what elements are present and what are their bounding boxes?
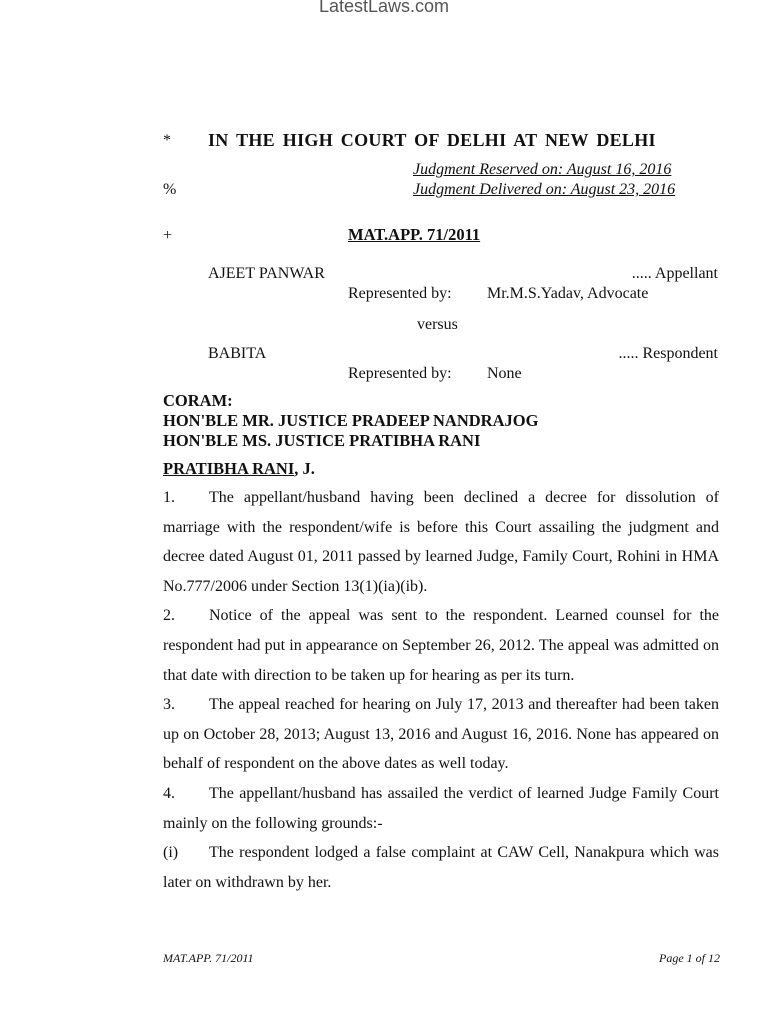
star-marker: * xyxy=(163,132,171,149)
respondent-name: BABITA xyxy=(208,345,267,362)
appellant-counsel: Mr.M.S.Yadav, Advocate xyxy=(487,285,649,302)
respondent-role: ..... Respondent xyxy=(618,345,718,362)
paragraph-text: The appeal reached for hearing on July 17, 2013 and thereafter had been taken up on October 28, 2013; August 13, 2016 and August 16, 2016. None has appeared on behalf of respondent on the above dates as well today. xyxy=(163,696,719,773)
court-title: IN THE HIGH COURT OF DELHI AT NEW DELHI xyxy=(208,130,656,150)
author-suffix: , J. xyxy=(294,459,315,478)
plus-marker: + xyxy=(163,227,173,244)
paragraph xyxy=(163,838,719,897)
respondent-represented-label: Represented by: xyxy=(348,365,452,382)
coram-judge-1: HON'BLE MR. JUSTICE PRADEEP NANDRAJOG xyxy=(163,411,539,430)
author-name: PRATIBHA RANI xyxy=(163,459,295,478)
appellant-role: ..... Appellant xyxy=(631,265,718,282)
paragraph-text: The respondent lodged a false complaint at CAW Cell, Nanakpura which was later on withdrawn by her. xyxy=(163,844,719,891)
coram-judge-2: HON'BLE MS. JUSTICE PRATIBHA RANI xyxy=(163,431,481,450)
paragraph-number: 3. xyxy=(163,696,175,714)
judgment-delivered-date: Judgment Delivered on: August 23, 2016 xyxy=(413,181,676,198)
coram-label: CORAM: xyxy=(163,391,233,410)
paragraph xyxy=(163,601,719,690)
percent-marker: % xyxy=(163,181,177,198)
judgment-body xyxy=(163,483,719,897)
paragraph xyxy=(163,690,719,779)
paragraph xyxy=(163,779,719,838)
paragraph-number: 4. xyxy=(163,784,175,802)
case-number: MAT.APP. 71/2011 xyxy=(348,225,481,244)
footer-case-reference: MAT.APP. 71/2011 xyxy=(163,951,254,965)
site-watermark: LatestLaws.com xyxy=(318,0,450,16)
paragraph-text: The appellant/husband has assailed the verdict of learned Judge Family Court mainly on the following grounds:- xyxy=(163,784,719,832)
paragraph-number: 2. xyxy=(163,607,175,625)
author-line xyxy=(163,459,315,479)
appellant-name: AJEET PANWAR xyxy=(208,265,325,282)
judgment-reserved-date: Judgment Reserved on: August 16, 2016 xyxy=(413,161,672,178)
respondent-counsel: None xyxy=(487,365,522,382)
footer-page-number: Page 1 of 12 xyxy=(659,951,720,965)
paragraph-number: 1. xyxy=(163,489,175,506)
paragraph-text: Notice of the appeal was sent to the respondent. Learned counsel for the respondent had put in appearance on September 26, 2012. The appeal was admitted on that date with direction to be taken up for hearing as per its turn. xyxy=(163,607,719,684)
paragraph xyxy=(163,483,719,601)
paragraph-number: (i) xyxy=(163,844,179,862)
paragraph-text: The appellant/husband having been declined a decree for dissolution of marriage with the respondent/wife is before this Court assailing the judgment and decree dated August 01, 2011 passed by learned Judge, Family Court, Rohini in HMA No.777/2006 under Section 13(1)(ia)(ib). xyxy=(163,489,719,595)
versus-label: versus xyxy=(417,316,458,333)
appellant-represented-label: Represented by: xyxy=(348,285,452,302)
